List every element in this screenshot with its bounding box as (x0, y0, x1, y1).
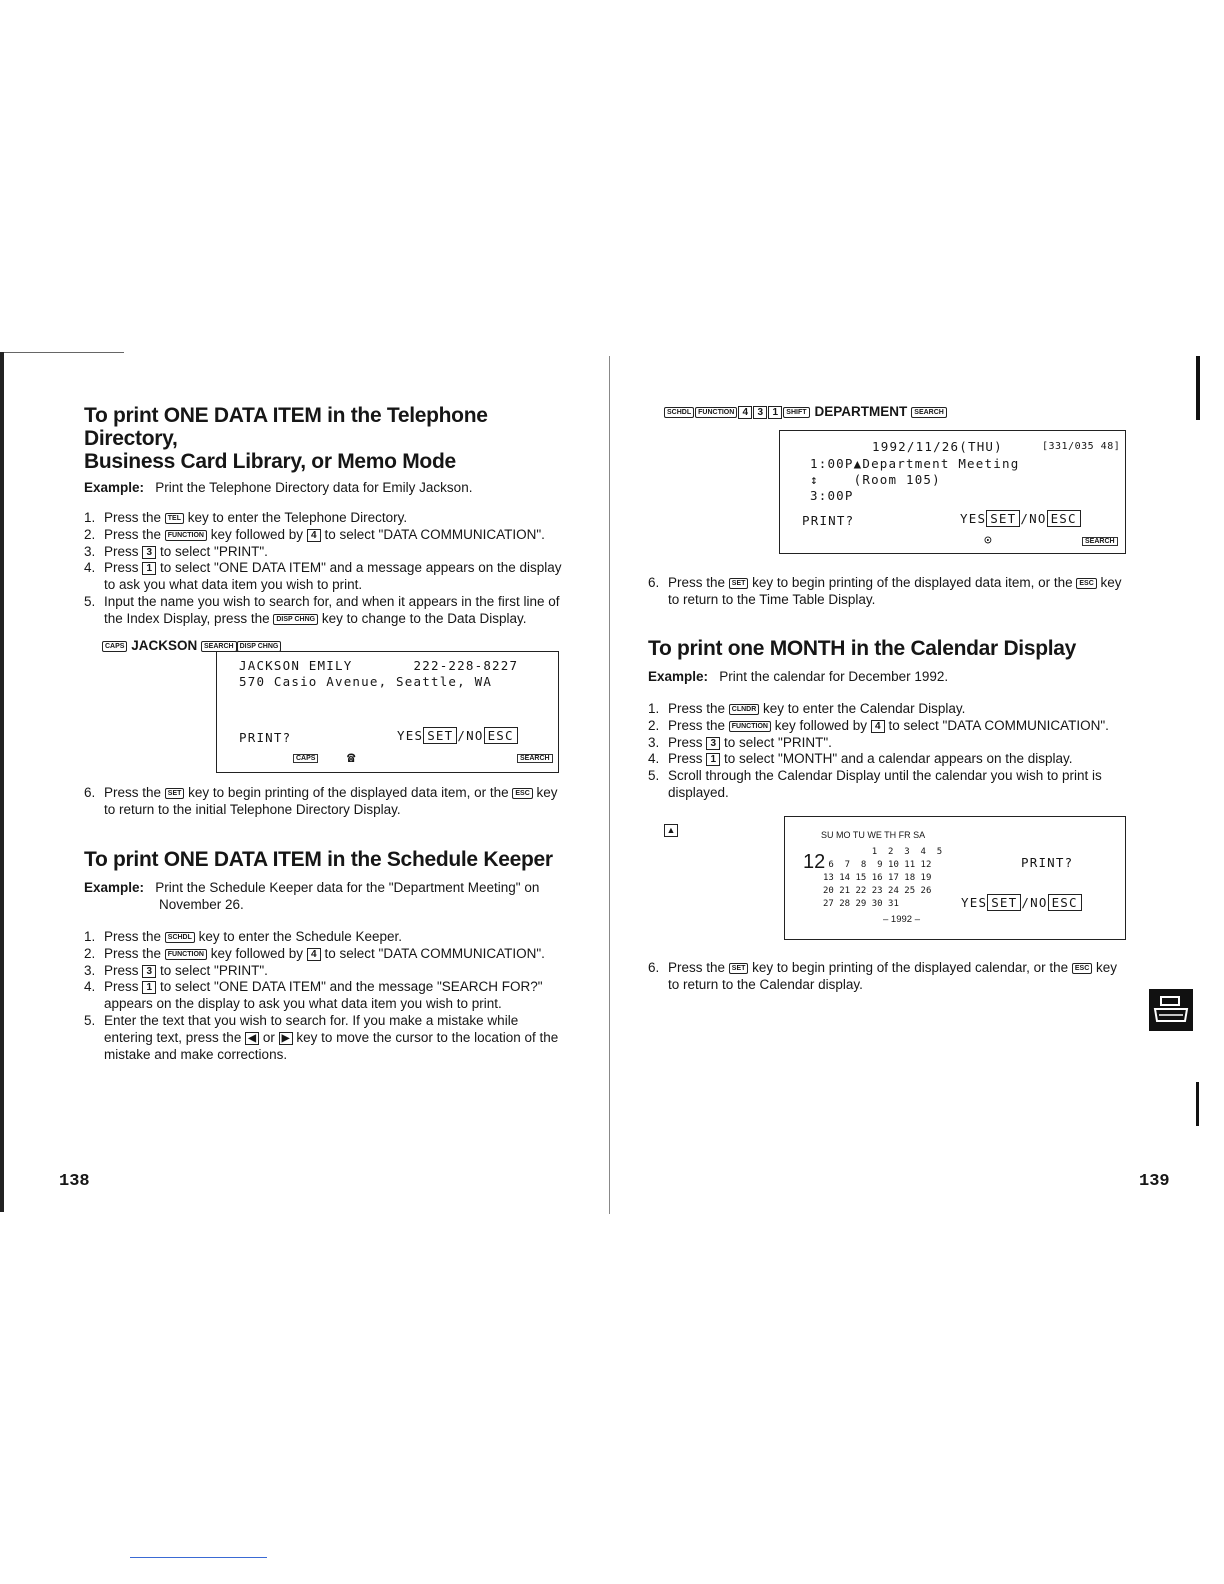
search-key-icon: SEARCH (911, 407, 947, 418)
step-item: 6. Press the SET key to begin printing of the displayed data item, or the ESC key to return to the initial Telephone Directory Display. (84, 785, 558, 817)
section-title: To print ONE DATA ITEM in the Telephone Directory, Business Card Library, or Memo Mode (84, 404, 488, 473)
1-key-icon: 1 (706, 753, 720, 766)
4-key-icon: 4 (871, 720, 885, 733)
esc-key-icon: ESC (484, 727, 518, 744)
3-key-icon: 3 (142, 965, 156, 978)
lcd-schedule: 1992/11/26(THU) [331/035 48] 1:00P▲Department Meeting ↕ (Room 105) 3:00P PRINT? YES SET /NO ESC ⊙ SEARCH (779, 430, 1126, 554)
set-key-icon: SET (423, 727, 457, 744)
step-item: 2. Press the FUNCTION key followed by 4 to select "DATA COMMUNICATION". (648, 717, 1109, 733)
step6-calendar (648, 960, 1128, 994)
section-calendar (648, 637, 1128, 802)
search-indicator: SEARCH (1082, 537, 1118, 546)
step-item: 5. Input the name you wish to search for, and when it appears in the first line of the Index Display, press the DISP CHNG key to change to the Data Display. (84, 593, 560, 626)
binding-edge-right (1196, 356, 1200, 420)
search-key-icon: SEARCH (201, 641, 237, 652)
binding-mark-right (1196, 1082, 1199, 1126)
1-key-icon: 1 (142, 562, 156, 575)
step-item: 3. Press 3 to select "PRINT". (84, 962, 268, 978)
key-sequence: SCHDL FUNCTION 4 3 1 SHIFT DEPARTMENT SEARCH (664, 404, 947, 419)
section-telephone (84, 404, 564, 653)
arrow-key-icon: ◀ (245, 1032, 259, 1045)
step-item: 2. Press the FUNCTION key followed by 4 to select "DATA COMMUNICATION". (84, 526, 545, 542)
set-key-icon: SET (729, 963, 749, 974)
caps-key-icon: CAPS (102, 641, 127, 652)
esc-key-icon: ESC (1076, 578, 1096, 589)
lcd-telephone: JACKSON EMILY 222-228-8227 570 Casio Avenue, Seattle, WA PRINT? YES SET /NO ESC CAPS ☎ SEARCH (216, 651, 559, 773)
set-key-icon: SET (165, 788, 185, 799)
esc-key-icon: ESC (1072, 963, 1092, 974)
schdl-key-icon: SCHDL (664, 407, 694, 418)
set-key-icon: SET (729, 578, 749, 589)
3-key-icon: 3 (753, 406, 767, 419)
step-item: 4. Press 1 to select "ONE DATA ITEM" and the message "SEARCH FOR?" appears on the display to ask you what data item you wish to print. (84, 979, 543, 1012)
step-item: 1. Press the SCHDL key to enter the Schedule Keeper. (84, 929, 403, 944)
3-key-icon: 3 (142, 546, 156, 559)
section-schedule (84, 848, 564, 1063)
calendar-week-row: 13 14 15 16 17 18 19 (823, 873, 932, 883)
schdl-key-icon: SCHDL (165, 932, 195, 943)
step-item: 1. Press the TEL key to enter the Telephone Directory. (84, 510, 408, 525)
3-key-icon: 3 (706, 737, 720, 750)
step-item: 3. Press 3 to select "PRINT". (648, 734, 832, 750)
step-item: 6. Press the SET key to begin printing of the displayed data item, or the ESC key to return to the Time Table Display. (648, 575, 1122, 607)
steps-list (84, 510, 564, 628)
page-number: 138 (59, 1172, 90, 1191)
esc-key-icon: ESC (1048, 894, 1082, 911)
step-item: 6. Press the SET key to begin printing of the displayed calendar, or the ESC key to return to the Calendar display. (648, 960, 1118, 992)
step-item: 1. Press the CLNDR key to enter the Calendar Display. (648, 701, 966, 716)
calendar-week-row: 20 21 22 23 24 25 26 (823, 886, 932, 896)
step-item: 3. Press 3 to select "PRINT". (84, 543, 268, 559)
search-indicator: SEARCH (517, 754, 553, 763)
esc-key-icon: ESC (512, 788, 532, 799)
4-key-icon: 4 (307, 529, 321, 542)
alarm-icon: ⊙ (984, 533, 994, 548)
example: Example: Print the calendar for December 1992. (648, 669, 949, 684)
function-key-icon: FUNCTION (165, 530, 207, 541)
function-key-icon: FUNCTION (729, 721, 771, 732)
shift-key-icon: SHIFT (783, 407, 809, 418)
disp-chng-key-icon: DISP CHNG (237, 641, 282, 652)
calendar-week-row: 27 28 29 30 31 (823, 899, 899, 909)
binding-edge-left (0, 352, 4, 1212)
step-item: 5. Enter the text that you wish to search for. If you make a mistake while entering text, press the ◀ or ▶ key to move the cursor to the location of the mistake and make corrections. (84, 1012, 559, 1062)
calendar-week-row: 6 7 8 9 10 11 12 (823, 860, 932, 870)
bottom-underline (130, 1557, 267, 1558)
function-key-icon: FUNCTION (165, 949, 207, 960)
set-key-icon: SET (986, 510, 1020, 527)
4-key-icon: 4 (307, 948, 321, 961)
lcd-calendar: SU MO TU WE TH FR SA 12 1 2 3 4 5 6 7 8 9 10 11 12 13 14 15 16 17 18 19 20 21 22 23 24 25 26 27 28 29 30 31 – 1992 – PRINT? YES SET /NO ESC (784, 816, 1126, 940)
caps-indicator: CAPS (293, 754, 318, 763)
1-key-icon: 1 (142, 981, 156, 994)
calendar-week-row: 1 2 3 4 5 (823, 847, 943, 857)
page-number: 139 (1139, 1172, 1170, 1191)
step6-schedule (648, 575, 1128, 609)
steps-list (84, 929, 564, 1063)
arrow-key-icon: ▶ (279, 1032, 293, 1045)
example: Example: Print the Schedule Keeper data for the "Department Meeting" on November 26. (84, 880, 540, 912)
phone-icon: ☎ (347, 750, 357, 766)
section-title: To print ONE DATA ITEM in the Schedule Keeper (84, 848, 553, 871)
printer-tab (1149, 989, 1193, 1031)
printer-icon (1149, 989, 1193, 1031)
up-arrow-key-icon: ▲ (664, 824, 678, 837)
step-item: 4. Press 1 to select "MONTH" and a calendar appears on the display. (648, 751, 1073, 767)
step-item: 2. Press the FUNCTION key followed by 4 to select "DATA COMMUNICATION". (84, 945, 545, 961)
esc-key-icon: ESC (1047, 510, 1081, 527)
function-key-icon: FUNCTION (695, 407, 737, 418)
1-key-icon: 1 (768, 406, 782, 419)
steps-list (648, 701, 1128, 802)
set-key-icon: SET (987, 894, 1021, 911)
step-item: 5. Scroll through the Calendar Display until the calendar you wish to print is displayed. (648, 768, 1102, 800)
step-item: 4. Press 1 to select "ONE DATA ITEM" and a message appears on the display to ask you what data item you wish to print. (84, 560, 562, 593)
disp-chng-key-icon: DISP CHNG (273, 614, 318, 625)
section-title: To print one MONTH in the Calendar Display (648, 637, 1077, 660)
key-sequence: CAPS JACKSON SEARCH DISP CHNG (102, 638, 564, 653)
scan-rule-top (4, 352, 124, 353)
step6-telephone (84, 785, 564, 819)
page-fold (609, 356, 610, 1214)
example: Example: Print the Telephone Directory data for Emily Jackson. (84, 480, 473, 495)
4-key-icon: 4 (738, 406, 752, 419)
clndr-key-icon: CLNDR (729, 704, 760, 715)
tel-key-icon: TEL (165, 513, 184, 524)
